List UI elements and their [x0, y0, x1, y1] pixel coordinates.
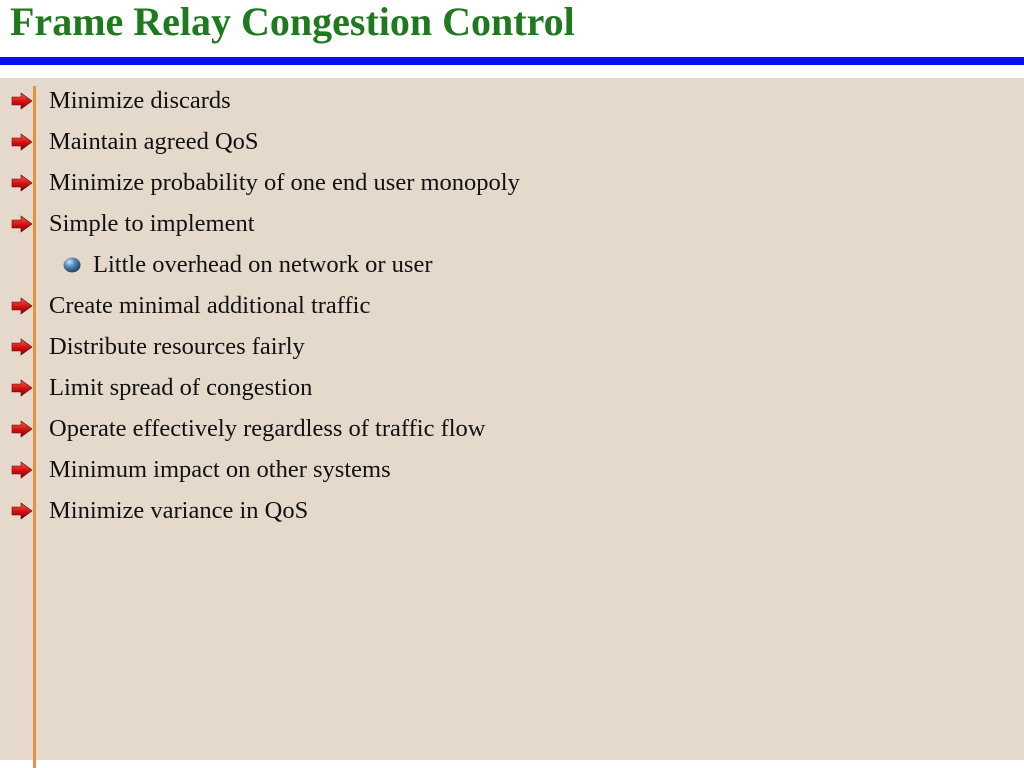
- bullet-text: Simple to implement: [49, 210, 255, 237]
- bullet-text: Limit spread of congestion: [49, 374, 313, 401]
- red-arrow-icon: [11, 461, 33, 479]
- red-arrow-icon: [11, 420, 33, 438]
- bullet-text: Operate effectively regardless of traffic flow: [49, 415, 486, 442]
- bullet-text: Minimize variance in QoS: [49, 497, 309, 524]
- red-arrow-icon: [11, 297, 33, 315]
- blue-ball-icon: [62, 256, 82, 274]
- bullet-text: Minimize discards: [49, 87, 231, 114]
- bullet-text: Distribute resources fairly: [49, 333, 305, 360]
- sub-bullet-text: Little overhead on network or user: [93, 251, 433, 278]
- red-arrow-icon: [11, 174, 33, 192]
- slide-title: Frame Relay Congestion Control: [10, 0, 575, 44]
- red-arrow-icon: [11, 502, 33, 520]
- left-accent-line: [33, 86, 36, 768]
- red-arrow-icon: [11, 92, 33, 110]
- bullet-text: Minimize probability of one end user monopoly: [49, 169, 520, 196]
- bullet-text: Minimum impact on other systems: [49, 456, 391, 483]
- red-arrow-icon: [11, 215, 33, 233]
- bullet-text: Create minimal additional traffic: [49, 292, 371, 319]
- red-arrow-icon: [11, 133, 33, 151]
- bullet-text: Maintain agreed QoS: [49, 128, 259, 155]
- title-divider: [0, 57, 1024, 65]
- red-arrow-icon: [11, 338, 33, 356]
- red-arrow-icon: [11, 379, 33, 397]
